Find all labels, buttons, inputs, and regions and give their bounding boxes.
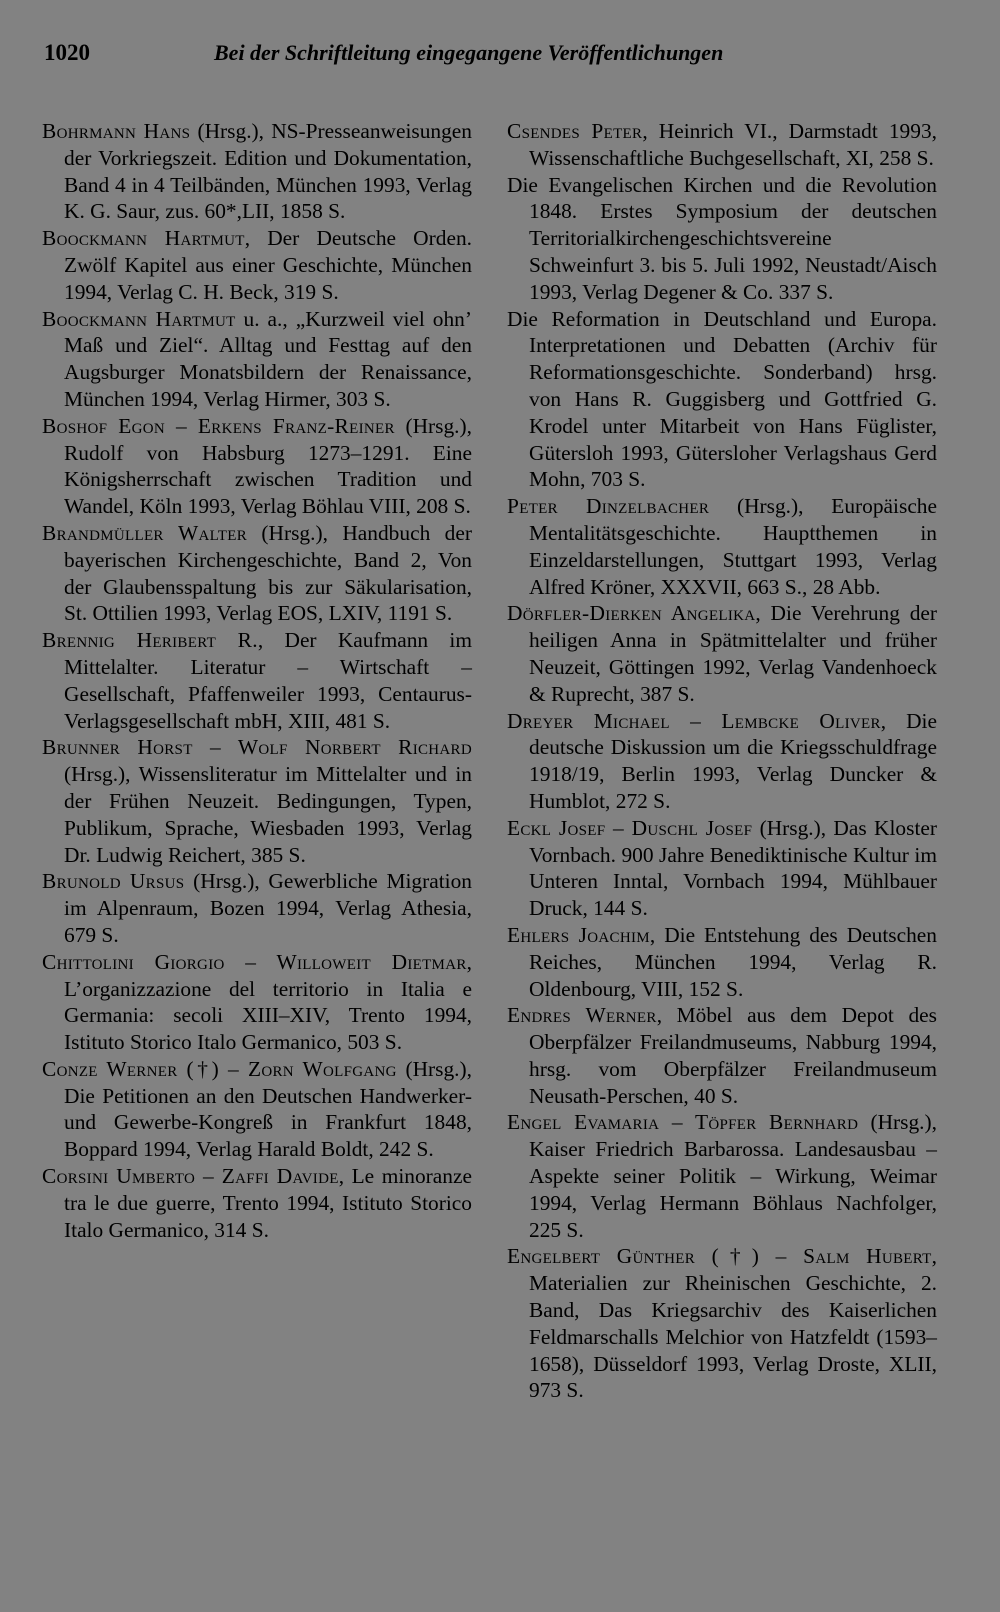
entry-text: , Die Entstehung des Deutschen Reiches, München 1994, Verlag R. Oldenbourg, VIII, 152 S. [529,922,937,1001]
entry-text: , Der Deutsche Orden. Zwölf Kapitel aus einer Geschichte, München 1994, Verlag C. H. Beck, 319 S. [64,226,472,304]
entry-text: , Der Kaufmann im Mittelalter. Literatur – Wirtschaft – Gesellschaft, Pfaffenweiler 1993, Centaurus-Verlagsgesellschaft mbH, XIII, 481 S. [64,628,472,733]
bibliography-entry [42,1056,472,1163]
entry-author: Brunold Ursus [42,869,185,894]
entry-text: , Die Verehrung der heiligen Anna in Spätmittelalter und früher Neuzeit, Göttingen 1992, Verlag Vandenhoeck & Ruprecht, 387 S. [529,601,938,706]
page-number: 1020 [44,40,90,65]
entry-text: , Heinrich VI., Darmstadt 1993, Wissenschaftliche Buchgesellschaft, XI, 258 S. [529,119,937,170]
entry-author: Brunner Horst – Wolf Norbert Richard [42,735,472,760]
right-column [507,118,937,1404]
entry-author: Boockmann Hartmut [42,306,236,331]
bibliography-entry [507,1002,937,1109]
entry-author: Chittolini Giorgio – Willoweit Dietmar [42,949,467,974]
entry-text: , L’organizzazione del territorio in Italia e Germania: secoli XIII–XIV, Trento 1994, Istituto Storico Italo Germanico, 503 S. [64,949,472,1055]
entry-text: Die Evangelischen Kirchen und die Revolution 1848. Erstes Symposium der deutschen Territorialkirchengeschichtsvereine Schweinfurt 3. bis 5. Juli 1992, Neustadt/Aisch 1993, Verlag Degener & Co. 337 S. [507,172,937,304]
entry-text: , Möbel aus dem Depot des Oberpfälzer Freilandmuseums, Nabburg 1994, hrsg. vom Oberpfälzer Freilandmuseum Neusath-Perschen, 40 S. [529,1003,937,1108]
entry-text: (Hrsg.), Das Kloster Vornbach. 900 Jahre Benediktinische Kultur im Unteren Inntal, Vornbach 1994, Mühlbauer Druck, 144 S. [529,815,937,921]
entry-author: Eckl Josef – Duschl Josef [507,815,753,840]
bibliography-entry [42,627,472,734]
bibliography-entry [42,225,472,305]
page-header [44,40,944,76]
entry-author: Boshof Egon – Erkens Franz-Reiner [42,413,395,438]
entry-author: Endres Werner [507,1003,657,1028]
entry-text: Die Reformation in Deutschland und Europa. Interpretationen und Debatten (Archiv für Reformationsgeschichte. Sonderband) hrsg. von Hans R. Guggisberg und Gottfried G. Krodel unter Mitarbeit von Hans Füglister, Gütersloh 1993, Gütersloher Verlagshaus Gerd Mohn, 703 S. [507,306,937,492]
bibliography-entry [507,922,937,1002]
entry-author: Csendes Peter [507,119,643,143]
entry-author: Ehlers Joachim [507,922,650,947]
entry-text: (Hrsg.), Die Petitionen an den Deutschen Handwerker- und Gewerbe-Kongreß in Frankfurt 1848, Boppard 1994, Verlag Harald Boldt, 242 S. [64,1056,472,1162]
bibliography-entry [507,708,937,815]
entry-text: (Hrsg.), Rudolf von Habsburg 1273–1291. Eine Königsherrschaft zwischen Tradition und Wandel, Köln 1993, Verlag Böhlau VIII, 208 S. [64,413,472,519]
bibliography-entry [507,815,937,922]
running-title: Bei der Schriftleitung eingegangene Veröffentlichungen [214,40,724,65]
entry-author: Boockmann Hartmut [42,226,245,251]
entry-text: (Hrsg.), NS-Presseanweisungen der Vorkriegszeit. Edition und Dokumentation, Band 4 in 4 Teilbänden, München 1993, Verlag K. G. Saur, zus. 60*,LII, 1858 S. [64,119,472,224]
entry-author: Brennig Heribert R. [42,628,258,653]
entry-text: u. a., „Kurzweil viel ohn’ Maß und Ziel“. Alltag und Festtag auf den Augsburger Monatsbildern der Renaissance, München 1994, Verlag Hirmer, 303 S. [64,306,472,411]
bibliography-entry [42,306,472,413]
bibliography-entry [507,118,937,172]
bibliography-entry [42,949,472,1056]
entry-author: Dörfler-Dierken Angelika [507,601,756,626]
entry-text: (Hrsg.), Gewerbliche Migration im Alpenraum, Bozen 1994, Verlag Athesia, 679 S. [64,869,472,947]
entry-author: Peter Dinzelbacher [507,494,710,519]
entry-author: Dreyer Michael – Lembcke Oliver [507,708,881,733]
entry-author: Brandmüller Walter [42,520,247,545]
entry-author: Conze Werner (†) – Zorn Wolfgang [42,1056,397,1081]
bibliography-entry [507,1243,937,1404]
entry-text: , Materialien zur Rheinischen Geschichte, 2. Band, Das Kriegsarchiv des Kaiserlichen Feldmarschalls Melchior von Hatzfeldt (1593–1658), Düsseldorf 1993, Verlag Droste, XLII, 973 S. [529,1244,937,1403]
bibliography-entry [507,172,937,306]
entry-text: (Hrsg.), Kaiser Friedrich Barbarossa. Landesausbau – Aspekte seiner Politik – Wirkung, Weimar 1994, Verlag Hermann Böhlaus Nachfolger, 225 S. [529,1110,937,1242]
bibliography-entry [42,1163,472,1243]
entry-text: (Hrsg.), Handbuch der bayerischen Kirchengeschichte, Band 2, Von der Glaubensspaltung bis zur Säkularisation, St. Ottilien 1993, Verlag EOS, LXIV, 1191 S. [64,520,472,626]
entry-text: (Hrsg.), Europäische Mentalitätsgeschichte. Hauptthemen in Einzeldarstellungen, Stuttgart 1993, Verlag Alfred Kröner, XXXVII, 663 S., 28 Abb. [529,494,938,599]
entry-author: Bohrmann Hans [42,119,191,143]
entry-text: , Die deutsche Diskussion um die Kriegsschuldfrage 1918/19, Berlin 1993, Verlag Duncker & Humblot, 272 S. [529,708,937,813]
bibliography-entry [507,600,937,707]
bibliography-entry [42,868,472,948]
left-column [42,118,472,1243]
entry-author: Engelbert Günther (†) – Salm Hubert [507,1244,932,1269]
bibliography-entry [507,493,937,600]
entry-author: Corsini Umberto – Zaffi Davide [42,1164,339,1189]
bibliography-entry [507,1109,937,1243]
bibliography-entry [42,413,472,520]
entry-text: , Le minoranze tra le due guerre, Trento 1994, Istituto Storico Italo Germanico, 314 S. [64,1164,472,1242]
bibliography-entry [42,118,472,225]
entry-author: Engel Evamaria – Töpfer Bernhard [507,1110,859,1135]
bibliography-entry [42,520,472,627]
bibliography-entry [507,306,937,494]
entry-text: (Hrsg.), Wissensliteratur im Mittelalter und in der Frühen Neuzeit. Bedingungen, Typen, Publikum, Sprache, Wiesbaden 1993, Verlag Dr. Ludwig Reichert, 385 S. [64,762,472,867]
bibliography-entry [42,734,472,868]
